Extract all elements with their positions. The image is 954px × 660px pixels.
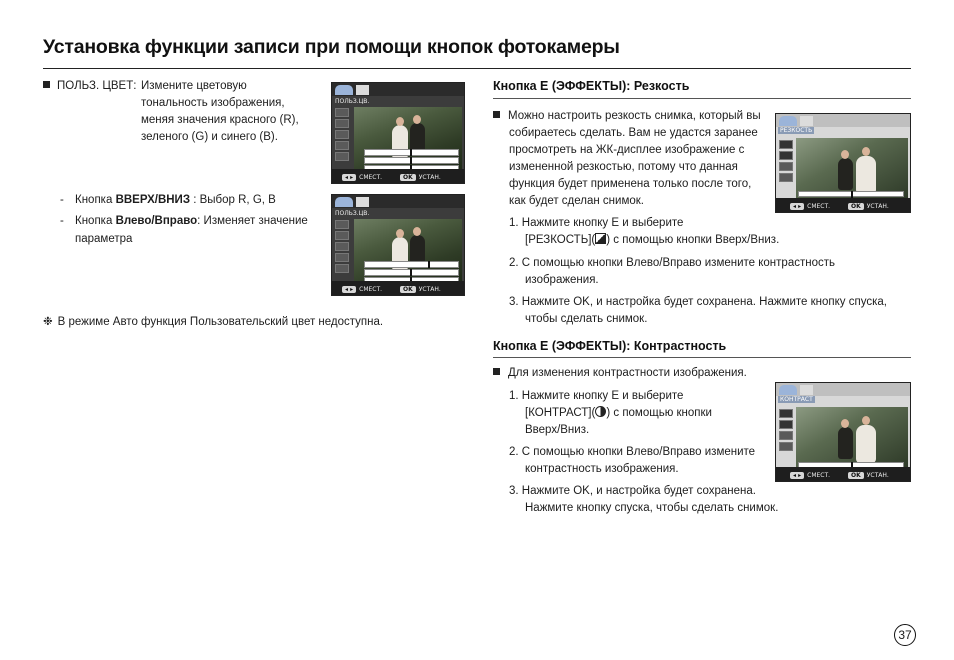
dash-item-up-down: - Кнопка ВВЕРХ/ВНИЗ : Выбор R, G, B xyxy=(60,194,276,206)
dash-item-left-right-cont: параметра xyxy=(75,233,133,245)
user-color-desc-3: меняя значения красного (R), xyxy=(141,114,299,126)
section-sharpness-title: Кнопка E (ЭФФЕКТЫ): Резкость xyxy=(493,79,690,93)
move-key-icon: ◂ ▸ xyxy=(342,174,356,181)
contrast-step-1b: [КОНТРАСТ]( ) с помощью кнопки xyxy=(525,407,712,419)
bullet-icon xyxy=(493,368,500,375)
dash-item-left-right: - Кнопка Влево/Вправо: Изменяет значение xyxy=(60,215,308,227)
section-divider xyxy=(493,357,911,358)
sharpness-step-1b: [РЕЗКОСТЬ]( ) с помощью кнопки Вверх/Вниз. xyxy=(525,234,780,246)
sharpness-intro-4: измененной резкостью, потому что данная xyxy=(509,161,738,173)
key-left-right: Влево/Вправо xyxy=(115,215,198,227)
option-icons xyxy=(335,220,351,275)
contrast-step-2a: 2. С помощью кнопки Влево/Вправо измените xyxy=(509,446,756,458)
camera-screen-sharpness: РЕЗКОСТЬ ◂ ▸ СМЕСТ. OK УСТАН. xyxy=(775,113,911,213)
user-color-label: ПОЛЬЗ. ЦВЕТ: xyxy=(57,80,137,92)
contrast-step-1a: 1. Нажмите кнопку E и выберите xyxy=(509,390,684,402)
menu-tab-icon xyxy=(356,197,369,207)
menu-tab-icon xyxy=(356,85,369,95)
bullet-icon xyxy=(43,81,50,88)
camera-screen-user-color-1: ПОЛЬЗ.ЦВ. ◂ ▸ СМЕСТ. OK УСТАН. xyxy=(331,82,465,184)
sharpness-intro-5: функция будет применена только после того, xyxy=(509,178,752,190)
bullet-icon xyxy=(493,111,500,118)
contrast-step-2b: контрастность изображения. xyxy=(525,463,679,475)
contrast-step-3b: Нажмите кнопку спуска, чтобы сделать снимок. xyxy=(525,502,779,514)
screen-label: ПОЛЬЗ.ЦВ. xyxy=(335,210,370,217)
sharpness-intro-1: Можно настроить резкость снимка, который вы xyxy=(493,108,761,125)
camera-screen-contrast: КОНТРАСТ ◂ ▸ СМЕСТ. OK УСТАН. xyxy=(775,382,911,482)
title-divider xyxy=(43,68,911,69)
user-color-desc-4: зеленого (G) и синего (B). xyxy=(141,131,278,143)
auto-mode-note: ❉ В режиме Авто функция Пользовательский цвет недоступна. xyxy=(43,316,384,328)
screen-label: РЕЗКОСТЬ xyxy=(780,127,813,134)
page-title: Установка функции записи при помощи кнопок фотокамеры xyxy=(43,36,620,58)
page-number: 37 xyxy=(894,624,916,646)
section-divider xyxy=(493,98,911,99)
move-key-icon: ◂ ▸ xyxy=(790,203,804,210)
preview-photo xyxy=(796,407,908,467)
sharpness-intro-6: как будет сделан снимок. xyxy=(509,195,644,207)
preview-photo xyxy=(796,138,908,198)
key-up-down: ВВЕРХ/ВНИЗ xyxy=(115,194,191,206)
sharpness-intro-2: собираетесь сделать. Вам не удастся заранее xyxy=(509,127,758,139)
user-color-desc-1: Измените цветовую xyxy=(141,80,247,92)
contrast-step-1c: Вверх/Вниз. xyxy=(525,424,590,436)
sharpness-slider xyxy=(798,191,904,197)
effect-tab-icon xyxy=(335,85,353,95)
menu-tab-icon xyxy=(800,116,813,126)
green-slider xyxy=(364,157,459,164)
user-color-desc-2: тональность изображения, xyxy=(141,97,285,109)
camera-screen-user-color-2: ПОЛЬЗ.ЦВ. ◂ ▸ СМЕСТ. OK УСТАН. xyxy=(331,194,465,296)
green-slider xyxy=(364,269,459,276)
move-key-icon: ◂ ▸ xyxy=(790,472,804,479)
red-slider xyxy=(364,261,459,268)
sharpness-step-1a: 1. Нажмите кнопку E и выберите xyxy=(509,217,684,229)
user-color-item xyxy=(43,78,136,95)
option-icons xyxy=(335,108,351,163)
sharpness-step-3b: чтобы сделать снимок. xyxy=(525,313,648,325)
note-icon: ❉ xyxy=(43,316,53,328)
effect-tab-icon xyxy=(335,197,353,207)
effect-tab-icon xyxy=(779,385,797,395)
move-key-icon: ◂ ▸ xyxy=(342,286,356,293)
sharpness-step-2a: 2. С помощью кнопки Влево/Вправо измените контрастность xyxy=(509,257,835,269)
menu-tab-icon xyxy=(800,385,813,395)
effect-tab-icon xyxy=(779,116,797,126)
red-slider xyxy=(364,149,459,156)
screen-label: ПОЛЬЗ.ЦВ. xyxy=(335,98,370,105)
screen-label: КОНТРАСТ xyxy=(780,396,813,403)
sharpness-step-3a: 3. Нажмите OK, и настройка будет сохранена. Нажмите кнопку спуска, xyxy=(509,296,887,308)
contrast-icon xyxy=(595,406,606,417)
option-icons xyxy=(779,140,795,184)
contrast-intro: Для изменения контрастности изображения. xyxy=(493,365,747,382)
option-icons xyxy=(779,409,795,453)
sharpness-icon xyxy=(595,233,606,244)
sharpness-intro-3: просмотреть на ЖК-дисплее изображение с xyxy=(509,144,745,156)
sharpness-step-2b: изображения. xyxy=(525,274,599,286)
section-contrast-title: Кнопка E (ЭФФЕКТЫ): Контрастность xyxy=(493,339,727,353)
contrast-step-3a: 3. Нажмите OK, и настройка будет сохранена. xyxy=(509,485,756,497)
